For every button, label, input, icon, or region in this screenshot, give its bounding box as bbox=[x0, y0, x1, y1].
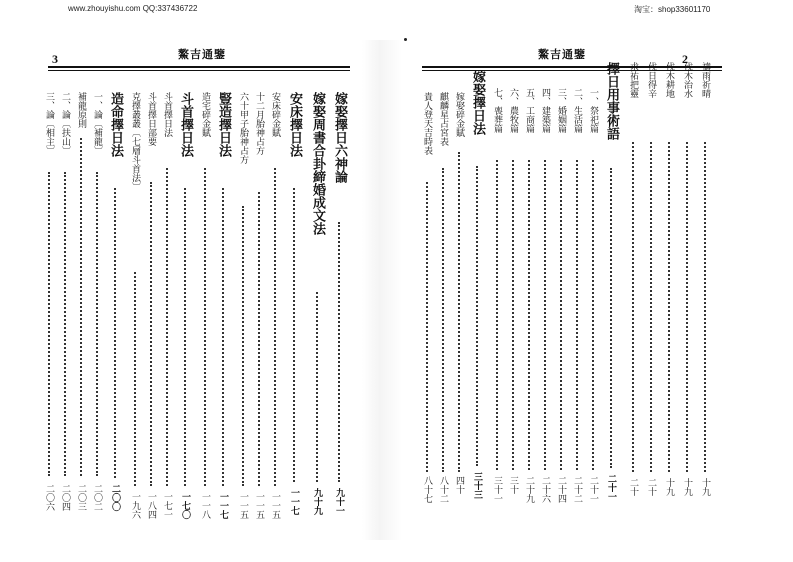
shop-watermark: 淘宝：shop33601170 bbox=[634, 5, 711, 14]
toc-entry bbox=[434, 92, 452, 562]
leader-dots bbox=[96, 172, 98, 476]
toc-entry-page: 三十一 bbox=[492, 476, 502, 503]
toc-entry-page: 二十九 bbox=[524, 476, 534, 503]
toc-entry-title: 斗首擇日法 bbox=[162, 92, 172, 137]
toc-entry-title: 克擇叢叢〔七層斗首法〕 bbox=[130, 92, 140, 191]
toc-entry-title: 安床碎金賦 bbox=[270, 92, 280, 137]
toc-entry-page: 十九 bbox=[682, 478, 692, 496]
toc-entry bbox=[520, 88, 538, 558]
toc-entry-title: 五、工商篇 bbox=[524, 88, 534, 133]
toc-entry bbox=[660, 62, 678, 532]
toc-entry-page: 二十一 bbox=[606, 474, 616, 501]
toc-entry-page: 一八四 bbox=[146, 492, 156, 519]
toc-entry-title: 造命擇日法 bbox=[108, 92, 123, 157]
toc-entry-title: 三、論〔相主〕 bbox=[44, 92, 54, 155]
toc-entry bbox=[552, 88, 570, 558]
toc-entry bbox=[504, 88, 522, 558]
toc-entry-page: 三十 bbox=[508, 476, 518, 494]
toc-entry bbox=[678, 62, 696, 532]
toc-entry bbox=[602, 62, 620, 532]
leader-dots bbox=[442, 168, 444, 472]
running-head: 鰲吉通鑒 bbox=[178, 48, 226, 61]
toc-entry bbox=[450, 92, 468, 562]
toc-entry-title: 七、喪葬篇 bbox=[492, 88, 502, 133]
toc-entry-title: 禱雨祈晴 bbox=[700, 62, 710, 98]
toc-entry bbox=[40, 92, 58, 562]
toc-entry-title: 伐日得辛 bbox=[646, 62, 656, 98]
toc-entry bbox=[584, 88, 602, 558]
toc-entry-title: 四、建築篇 bbox=[540, 88, 550, 133]
toc-entry bbox=[72, 92, 90, 562]
toc-entry bbox=[568, 88, 586, 558]
leader-dots bbox=[650, 142, 652, 472]
toc-entry-title: 六十甲子胎神占方 bbox=[238, 92, 248, 164]
toc-entry-title: 麒麟星占宮表 bbox=[438, 92, 448, 146]
running-head: 鰲吉通鑒 bbox=[538, 48, 586, 61]
toc-entry-title: 斗首擇日部要 bbox=[146, 92, 156, 146]
toc-entry-title: 六、農牧篇 bbox=[508, 88, 518, 133]
leader-dots bbox=[704, 142, 706, 472]
toc-entry-title: 嫁娶碎金賦 bbox=[454, 92, 464, 137]
toc-entry-page: 二十 bbox=[628, 478, 638, 496]
toc-entry-page: 二十四 bbox=[556, 476, 566, 503]
toc-entry bbox=[176, 92, 194, 562]
header-rule bbox=[48, 66, 350, 68]
toc-entry-page: 四十 bbox=[454, 476, 464, 494]
toc-entry-title: 三、婚姻篇 bbox=[556, 88, 566, 133]
toc-entry-page: 八十二 bbox=[438, 476, 448, 503]
leader-dots bbox=[528, 160, 530, 470]
leader-dots bbox=[114, 188, 116, 478]
leader-dots bbox=[48, 172, 50, 476]
toc-entry-page: 二十二 bbox=[572, 476, 582, 503]
toc-entry bbox=[468, 70, 486, 540]
page-number: 2 bbox=[682, 52, 688, 66]
toc-entry-title: 一、祭祀篇 bbox=[588, 88, 598, 133]
toc-entry bbox=[158, 92, 176, 562]
toc-entry bbox=[234, 92, 252, 562]
toc-entry-title: 補龍原則 bbox=[76, 92, 86, 128]
toc-entry-page: 一七一 bbox=[162, 492, 172, 519]
leader-dots bbox=[458, 152, 460, 472]
toc-entry bbox=[126, 92, 144, 562]
toc-entry-page: 一七〇 bbox=[180, 492, 190, 519]
toc-entry-title: 安床擇日法 bbox=[287, 92, 302, 157]
toc-entry-title: 造宅碎金賦 bbox=[200, 92, 210, 137]
toc-entry bbox=[418, 92, 436, 562]
toc-entry-title: 二、論〔扶山〕 bbox=[60, 92, 70, 155]
toc-entry-page: 二〇三 bbox=[76, 484, 86, 511]
toc-entry-page: 九十一 bbox=[334, 488, 344, 515]
toc-entry-page: 二〇二 bbox=[92, 484, 102, 511]
toc-entry bbox=[196, 92, 214, 562]
leader-dots bbox=[150, 182, 152, 486]
toc-entry-page: 三十三 bbox=[472, 472, 482, 499]
toc-entry-page: 十九 bbox=[664, 478, 674, 496]
toc-entry-page: 二〇六 bbox=[44, 484, 54, 511]
toc-entry bbox=[56, 92, 74, 562]
toc-entry bbox=[250, 92, 268, 562]
leader-dots bbox=[204, 168, 206, 486]
toc-entry-title: 伐木耕地 bbox=[664, 62, 674, 98]
toc-entry-title: 嫁娶擇日六神論 bbox=[332, 92, 347, 183]
book-spine bbox=[362, 40, 402, 540]
toc-entry bbox=[266, 92, 284, 562]
header-rule-thin bbox=[48, 70, 350, 71]
toc-entry-page: 二〇〇 bbox=[110, 484, 120, 511]
toc-entry-page: 九十九 bbox=[312, 488, 322, 515]
toc-entry bbox=[642, 62, 660, 532]
site-watermark: www.zhouyishu.com QQ:337436722 bbox=[68, 4, 198, 13]
page-number: 3 bbox=[52, 52, 58, 66]
toc-entry-title: 求祐把靈 bbox=[628, 62, 638, 98]
toc-entry-title: 二、生活篇 bbox=[572, 88, 582, 133]
toc-entry bbox=[330, 92, 348, 562]
leader-dots bbox=[512, 160, 514, 470]
leader-dots bbox=[274, 168, 276, 486]
right-page bbox=[406, 40, 726, 530]
toc-entry bbox=[696, 62, 714, 532]
toc-entry-page: 二十六 bbox=[540, 476, 550, 503]
leader-dots bbox=[258, 192, 260, 486]
toc-entry-page: 二十一 bbox=[588, 476, 598, 503]
leader-dots bbox=[184, 188, 186, 486]
toc-entry bbox=[106, 92, 124, 562]
toc-entry bbox=[88, 92, 106, 562]
toc-entry-page: 一一五 bbox=[238, 492, 248, 519]
toc-entry-page: 二十 bbox=[646, 478, 656, 496]
leader-dots bbox=[316, 292, 318, 482]
toc-entry-page: 一一五 bbox=[254, 492, 264, 519]
toc-entry bbox=[536, 88, 554, 558]
leader-dots bbox=[242, 206, 244, 486]
leader-dots bbox=[476, 166, 478, 466]
toc-entry bbox=[285, 92, 303, 562]
toc-entry-title: 豎造擇日法 bbox=[216, 92, 231, 157]
leader-dots bbox=[544, 160, 546, 470]
toc-entry-title: 貴人登天吉時表 bbox=[422, 92, 432, 155]
toc-entry bbox=[142, 92, 160, 562]
toc-entry-page: 十九 bbox=[700, 478, 710, 496]
leader-dots bbox=[293, 188, 295, 482]
toc-entry bbox=[624, 62, 642, 532]
toc-entry-title: 一、論〔補龍〕 bbox=[92, 92, 102, 155]
toc-entry-page: 一九六 bbox=[130, 492, 140, 519]
leader-dots bbox=[134, 272, 136, 486]
leader-dots bbox=[222, 188, 224, 486]
leader-dots bbox=[576, 160, 578, 470]
toc-entry-page: 一一五 bbox=[270, 492, 280, 519]
toc-entry-page: 二〇四 bbox=[60, 484, 70, 511]
leader-dots bbox=[166, 168, 168, 486]
leader-dots bbox=[80, 138, 82, 476]
left-page bbox=[28, 40, 360, 530]
leader-dots bbox=[610, 168, 612, 468]
toc-entry-title: 十二月胎神占方 bbox=[254, 92, 264, 155]
toc-entry-title: 斗首擇日法 bbox=[178, 92, 193, 157]
leader-dots bbox=[560, 160, 562, 470]
toc-entry-title: 嫁娶擇日法 bbox=[470, 70, 485, 135]
leader-dots bbox=[668, 142, 670, 472]
leader-dots bbox=[64, 172, 66, 476]
toc-entry-title: 嫁娶周書合卦締婚成文法 bbox=[310, 92, 325, 235]
toc-entry-title: 擇日用事術語 bbox=[604, 62, 619, 140]
toc-entry bbox=[214, 92, 232, 562]
toc-entry-title: 伐木治水 bbox=[682, 62, 692, 98]
toc-entry bbox=[488, 88, 506, 558]
toc-entry bbox=[308, 92, 326, 562]
leader-dots bbox=[686, 142, 688, 472]
toc-entry-page: 八十七 bbox=[422, 476, 432, 503]
leader-dots bbox=[632, 142, 634, 472]
leader-dots bbox=[426, 182, 428, 472]
toc-entry-page: 一一七 bbox=[289, 488, 299, 515]
leader-dots bbox=[592, 160, 594, 470]
leader-dots bbox=[496, 160, 498, 470]
leader-dots bbox=[338, 222, 340, 482]
toc-entry-page: 一一七 bbox=[218, 492, 228, 519]
toc-entry-page: 一一八 bbox=[200, 492, 210, 519]
